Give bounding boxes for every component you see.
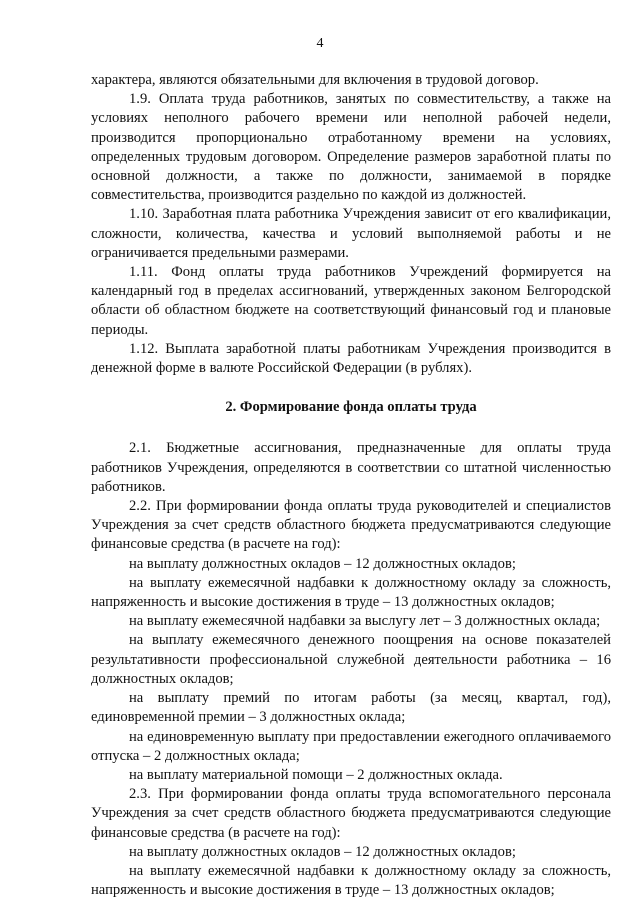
list-item: на единовременную выплату при предоставлении ежегодного оплачиваемого отпуска – 2 должностных оклада; bbox=[91, 728, 611, 764]
section-2-heading: 2. Формирование фонда оплаты труда bbox=[225, 399, 477, 416]
paragraph-2-3: 2.3. При формировании фонда оплаты труда вспомогательного персонала Учреждения за счет средств областного бюджета предусматриваются следующие финансовые средства (в расчете на год): bbox=[91, 786, 611, 841]
list-item: на выплату ежемесячной надбавки к должностному окладу за сложность, напряженность и высокие достижения в труде – 13 должностных окладов; bbox=[91, 862, 611, 899]
paragraph-1-9: 1.9. Оплата труда работников, занятых по совместительству, а также на условиях неполного рабочего времени или неполной рабочей недели, производится пропорционально отработанному времени на условиях, определенных трудовым договором. Определение размеров заработной платы по основной должности, а также по должности, занимаемой в порядке совместительства, производится раздельно по каждой из должностей. bbox=[91, 91, 611, 204]
paragraph-1-10: 1.10. Заработная плата работника Учреждения зависит от его квалификации, сложности, количества, качества и условий выполняемой работы и не ограничивается предельными размерами. bbox=[91, 206, 611, 261]
list-item: на выплату ежемесячной надбавки за выслугу лет – 3 должностных оклада; bbox=[129, 613, 601, 630]
list-item: на выплату премий по итогам работы (за месяц, квартал, год), единовременной премии – 3 должностных оклада; bbox=[91, 690, 611, 726]
list-item: на выплату должностных окладов – 12 должностных окладов; bbox=[129, 843, 516, 860]
paragraph-1-12: 1.12. Выплата заработной платы работникам Учреждения производится в денежной форме в валюте Российской Федерации (в рублях). bbox=[91, 340, 611, 377]
paragraph-2-2: 2.2. При формировании фонда оплаты труда руководителей и специалистов Учреждения за счет средств областного бюджета предусматриваются следующие финансовые средства (в расчете на год): bbox=[91, 498, 611, 553]
paragraph-2-1: 2.1. Бюджетные ассигнования, предназначенные для оплаты труда работников Учреждения, определяются в соответствии со штатной численностью работников. bbox=[91, 440, 611, 495]
list-item: на выплату материальной помощи – 2 должностных оклада. bbox=[129, 766, 503, 783]
paragraph-1-11: 1.11. Фонд оплаты труда работников Учреждений формируется на календарный год в пределах ассигнований, утвержденных законом Белгородской области об областном бюджете на соответствующий финансовый год и плановые периоды. bbox=[91, 264, 611, 338]
document-body bbox=[91, 71, 611, 900]
page-number: 4 bbox=[316, 36, 324, 51]
list-item: на выплату должностных окладов – 12 должностных окладов; bbox=[129, 555, 516, 572]
list-item: на выплату ежемесячного денежного поощрения на основе показателей результативности профессиональной служебной деятельности работника – 16 должностных окладов; bbox=[91, 632, 611, 687]
list-item: на выплату ежемесячной надбавки к должностному окладу за сложность, напряженность и высокие достижения в труде – 13 должностных окладов; bbox=[91, 574, 611, 611]
paragraph-continuation: характера, являются обязательными для включения в трудовой договор. bbox=[91, 72, 539, 88]
